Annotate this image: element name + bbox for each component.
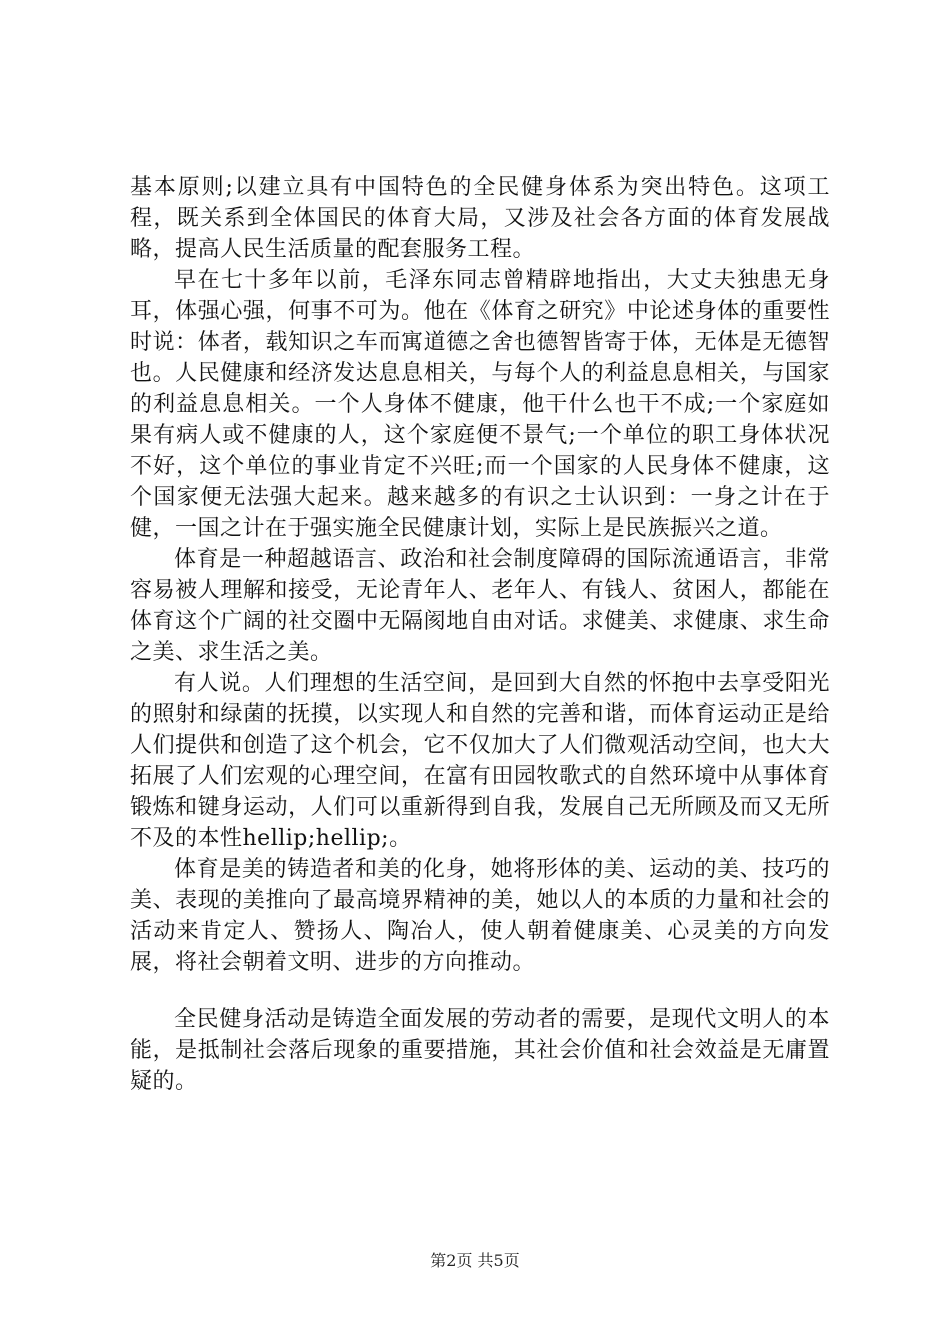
paragraph-6: 全民健身活动是铸造全面发展的劳动者的需要，是现代文明人的本能，是抵制社会落后现象的重要措施，其社会价值和社会效益是无庸置疑的。 <box>130 1007 830 1094</box>
paragraph-4: 有人说。人们理想的生活空间，是回到大自然的怀抱中去享受阳光的照射和绿菌的抚摸，以实现人和自然的完善和谐，而体育运动正是给人们提供和创造了这个机会，它不仅加大了人们微观活动空间，也大大拓展了人们宏观的心理空间，在富有田园牧歌式的自然环境中从事体育锻炼和键身运动，人们可以重新得到自我，发展自己无所顾及而又无所不及的本性hellip;hellip;。 <box>130 671 830 851</box>
paragraph-3: 体育是一种超越语言、政治和社会制度障碍的国际流通语言，非常容易被人理解和接受，无论青年人、老年人、有钱人、贫困人，都能在体育这个广阔的社交圈中无隔阂地自由对话。求健美、求健康、求生命之美、求生活之美。 <box>130 547 830 665</box>
paragraph-1: 基本原则;以建立具有中国特色的全民健身体系为突出特色。这项工程，既关系到全体国民的体育大局，又涉及社会各方面的体育发展战略，提高人民生活质量的配套服务工程。 <box>130 175 830 262</box>
page-number-footer: 第2页 共5页 <box>430 1251 520 1270</box>
paragraph-2: 早在七十多年以前，毛泽东同志曾精辟地指出，大丈夫独患无身耳，体强心强，何事不可为。他在《体育之研究》中论述身体的重要性时说：体者，载知识之车而寓道德之舍也德智皆寄于体，无体是无德智也。人民健康和经济发达息息相关，与每个人的利益息息相关，与国家的利益息息相关。一个人身体不健康，他干什么也干不成;一个家庭如果有病人或不健康的人，这个家庭便不景气;一个单位的职工身体状况不好，这个单位的事业肯定不兴旺;而一个国家的人民身体不健康，这个国家便无法强大起来。越来越多的有识之士认识到：一身之计在于健，一国之计在于强实施全民健康计划，实际上是民族振兴之道。 <box>130 268 830 541</box>
document-body <box>130 172 830 1097</box>
paragraph-5: 体育是美的铸造者和美的化身，她将形体的美、运动的美、技巧的美、表现的美推向了最高境界精神的美，她以人的本质的力量和社会的活动来肯定人、赞扬人、陶冶人，使人朝着健康美、心灵美的方向发展，将社会朝着文明、进步的方向推动。 <box>130 857 830 975</box>
